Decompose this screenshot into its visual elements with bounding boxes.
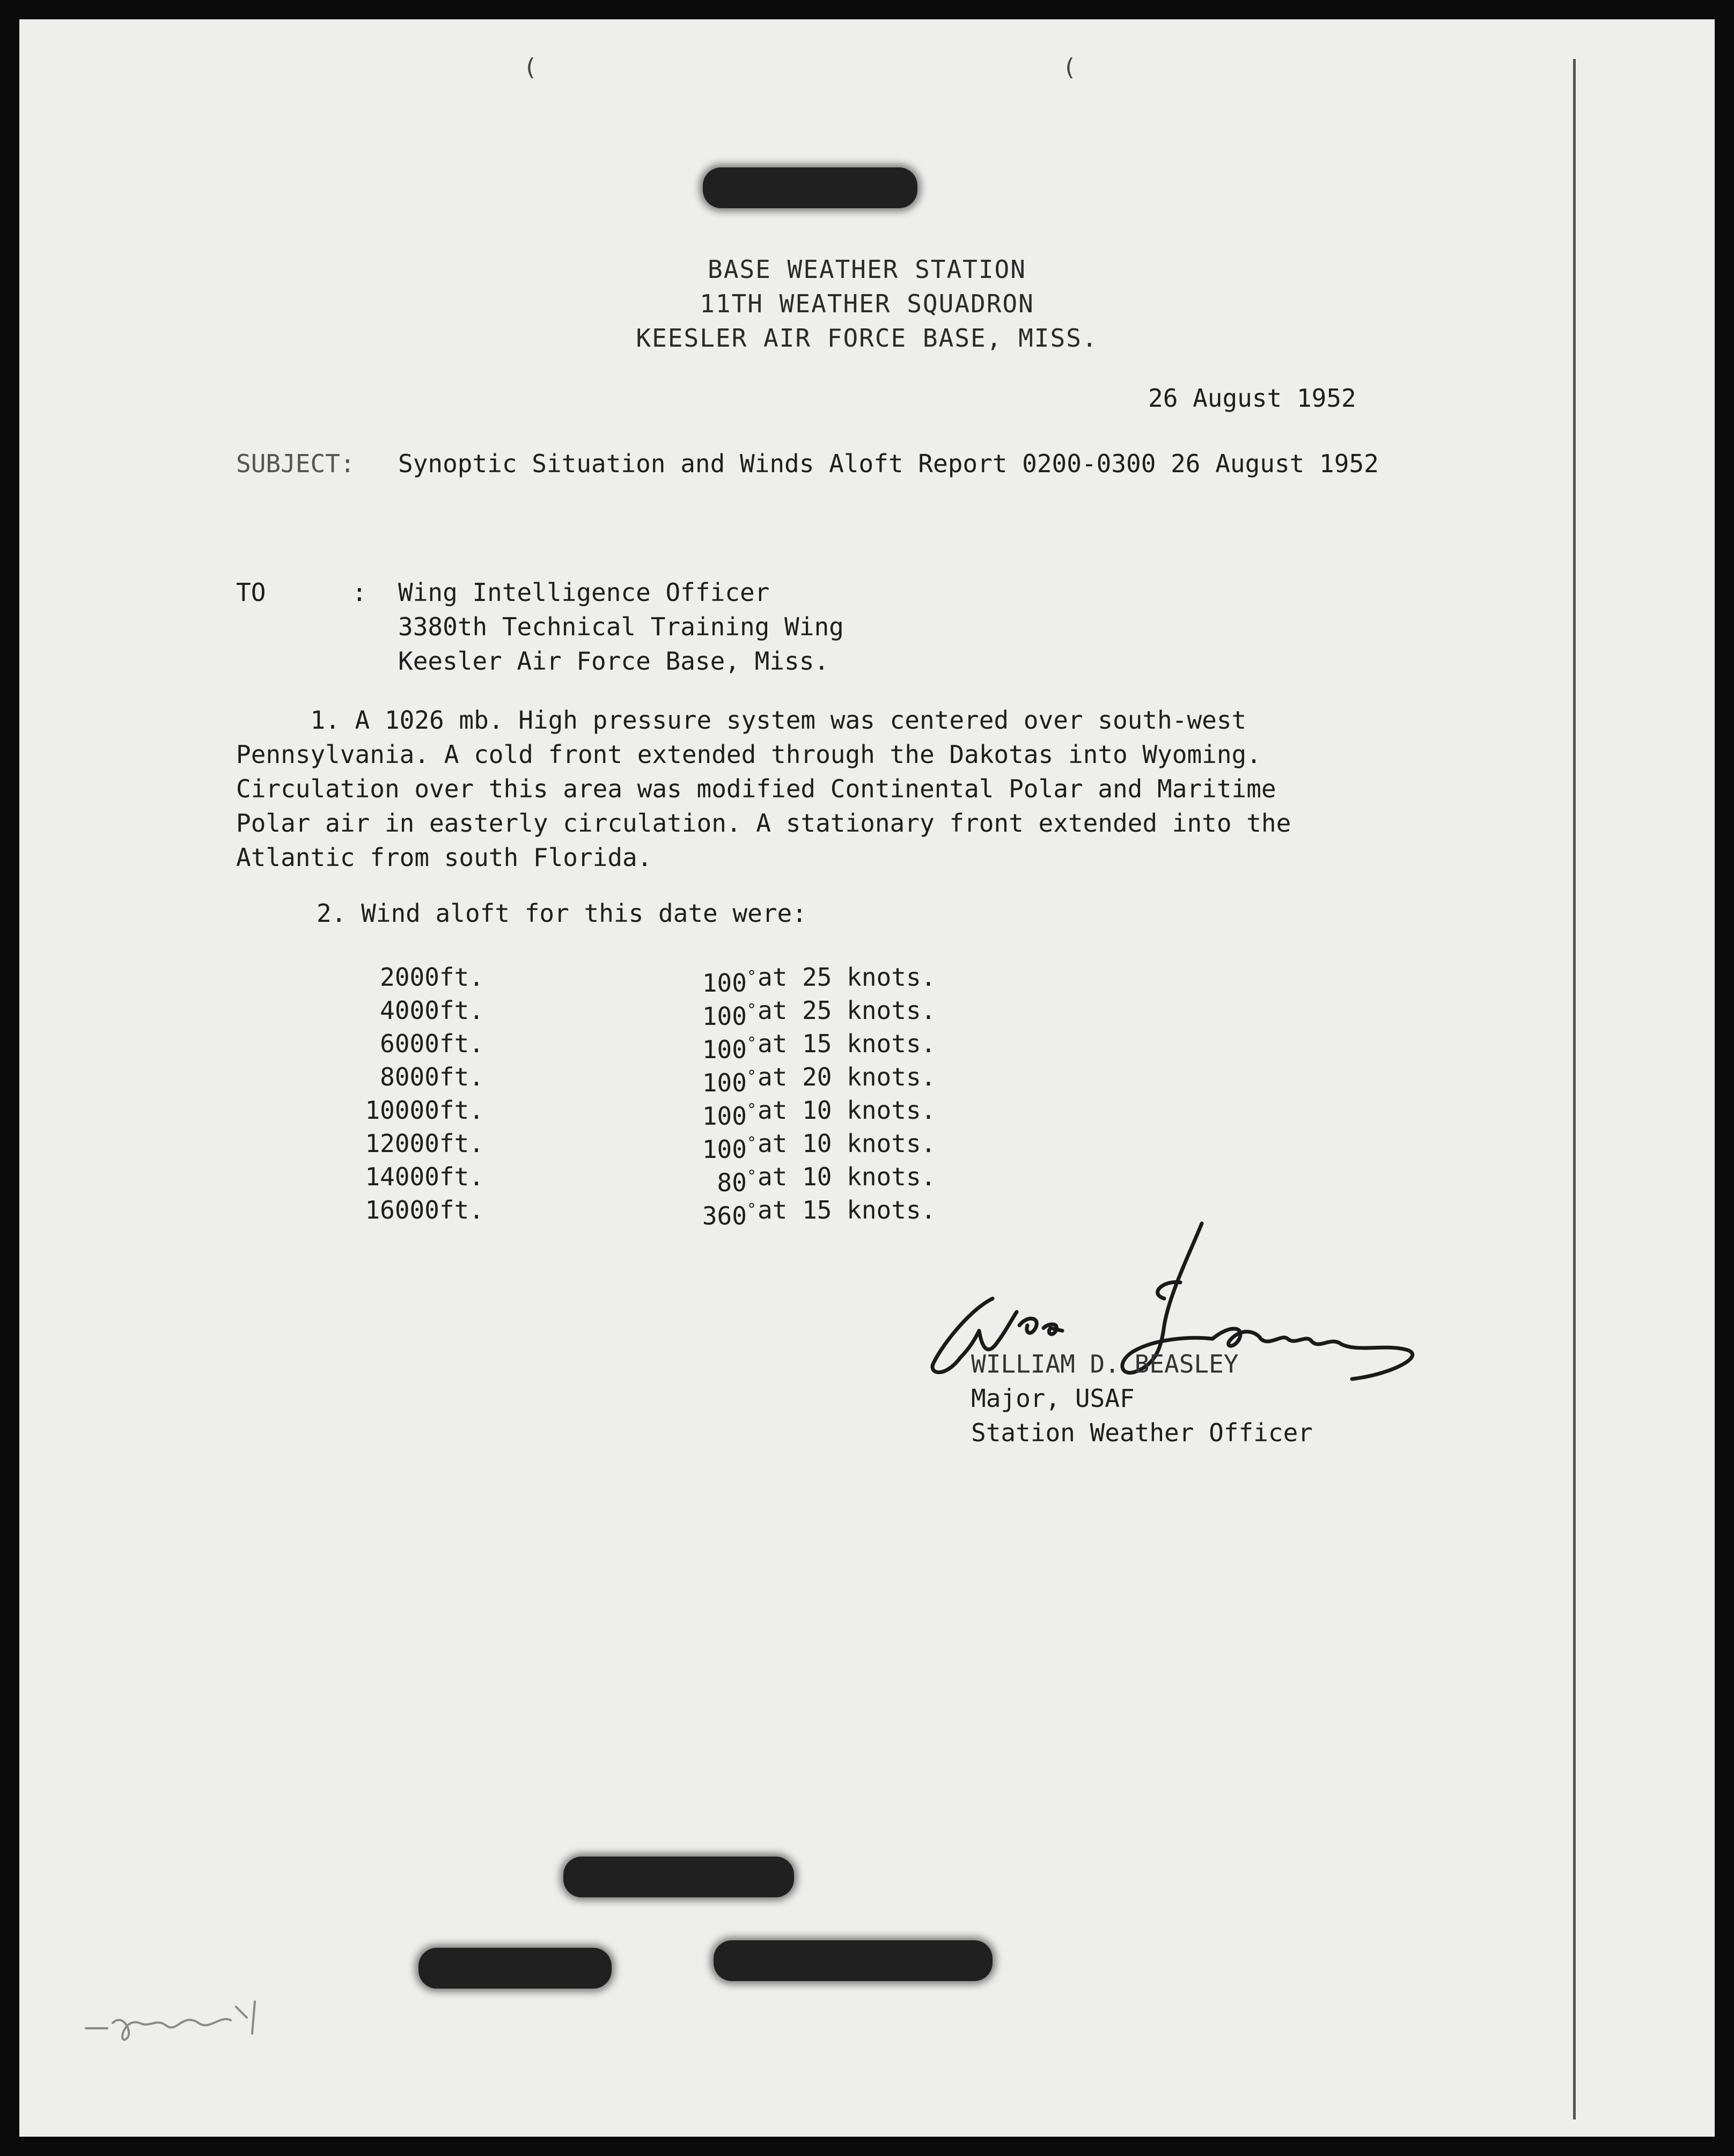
altitude-cell: 12000ft. (365, 1129, 484, 1158)
degree-mark: ° (746, 1134, 756, 1153)
direction-cell: 80° (717, 1167, 756, 1197)
direction-cell: 360° (702, 1200, 756, 1230)
paragraph-line: 1. A 1026 mb. High pressure system was centered over south-west (236, 706, 1247, 735)
altitude-cell: 14000ft. (365, 1162, 484, 1191)
direction-cell: 100° (702, 1001, 756, 1031)
direction-cell: 100° (702, 967, 756, 998)
altitude-cell: 4000ft. (380, 996, 484, 1025)
degree-mark: ° (746, 1101, 756, 1119)
punch-mark-left: ( (523, 54, 538, 81)
recipient-line: Keesler Air Force Base, Miss. (398, 647, 829, 676)
wind-row (0, 994, 1734, 1031)
speed-cell: at 20 knots. (758, 1062, 936, 1091)
document-date: 26 August 1952 (1148, 384, 1356, 413)
letterhead-station: BASE WEATHER STATION (708, 255, 1026, 284)
altitude-cell: 8000ft. (380, 1062, 484, 1091)
letterhead-base: KEESLER AIR FORCE BASE, MISS. (636, 324, 1098, 353)
synoptic-paragraph (236, 703, 1449, 875)
degree-mark: ° (746, 1034, 756, 1053)
speed-cell: at 15 knots. (758, 1029, 936, 1058)
degree-mark: ° (746, 1200, 756, 1219)
altitude-cell: 10000ft. (365, 1096, 484, 1125)
direction-cell: 100° (702, 1034, 756, 1064)
to-colon: : (352, 578, 367, 607)
redaction-top (703, 167, 917, 208)
recipient-block (398, 575, 844, 678)
paragraph-line: Atlantic from south Florida. (236, 843, 652, 872)
subject-text: Synoptic Situation and Winds Aloft Report 0200-0300 26 August 1952 (398, 449, 1379, 478)
wind-row (0, 1027, 1734, 1064)
subject-label: SUBJECT: (236, 449, 355, 478)
recipient-line: 3380th Technical Training Wing (398, 612, 844, 641)
redaction-bottom-right (714, 1940, 993, 1981)
speed-cell: at 25 knots. (758, 996, 936, 1025)
wind-row (0, 1193, 1734, 1230)
speed-cell: at 10 knots. (758, 1129, 936, 1158)
redaction-bottom-left (418, 1948, 612, 1989)
degree-mark: ° (746, 1167, 756, 1186)
speed-cell: at 10 knots. (758, 1162, 936, 1191)
wind-row (0, 960, 1734, 998)
redaction-bottom-center (563, 1857, 794, 1897)
speed-cell: at 15 knots. (758, 1196, 936, 1224)
signer-name: WILLIAM D. BEASLEY (971, 1350, 1239, 1378)
wind-row (0, 1094, 1734, 1131)
degree-mark: ° (746, 1001, 756, 1020)
recipient-line: Wing Intelligence Officer (398, 578, 770, 607)
letterhead-squadron: 11TH WEATHER SQUADRON (700, 289, 1034, 318)
speed-cell: at 25 knots. (758, 963, 936, 992)
wind-row (0, 1060, 1734, 1097)
direction-cell: 100° (702, 1134, 756, 1164)
paragraph-line: Pennsylvania. A cold front extended through the Dakotas into Wyoming. (236, 740, 1261, 769)
wind-row (0, 1160, 1734, 1197)
paragraph-line: Polar air in easterly circulation. A stationary front extended into the (236, 809, 1291, 838)
pencil-margin-note (75, 1991, 279, 2050)
degree-mark: ° (746, 1067, 756, 1086)
speed-cell: at 10 knots. (758, 1096, 936, 1125)
direction-cell: 100° (702, 1101, 756, 1131)
winds-intro: 2. Wind aloft for this date were: (317, 899, 807, 928)
altitude-cell: 6000ft. (380, 1029, 484, 1058)
punch-mark-right: ( (1062, 54, 1077, 81)
wind-row (0, 1127, 1734, 1164)
altitude-cell: 2000ft. (380, 963, 484, 992)
degree-mark: ° (746, 967, 756, 986)
altitude-cell: 16000ft. (365, 1196, 484, 1224)
direction-cell: 100° (702, 1067, 756, 1097)
paragraph-line: Circulation over this area was modified Continental Polar and Maritime (236, 774, 1276, 803)
signer-rank: Major, USAF (971, 1384, 1135, 1413)
to-label: TO (236, 578, 266, 607)
signer-title: Station Weather Officer (971, 1418, 1313, 1447)
